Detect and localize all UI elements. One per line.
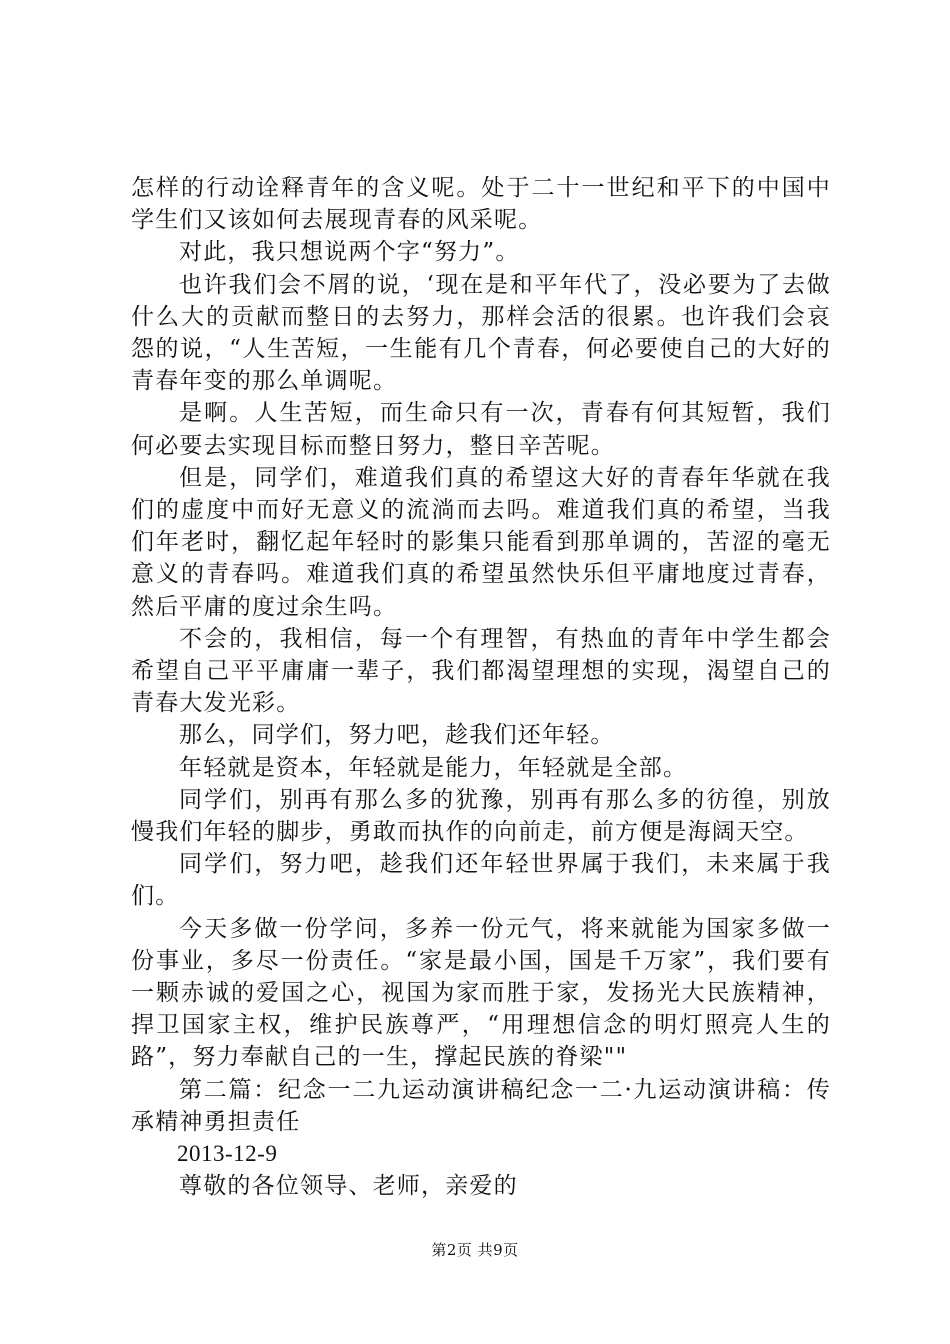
- paragraph: 但是，同学们，难道我们真的希望这大好的青春年华就在我们的虚度中而好无意义的流淌而去吗。难道我们真的希望，当我们年老时，翻忆起年轻时的影集只能看到那单调的，苦涩的毫无意义的青春吗。难道我们真的希望虽然快乐但平庸地度过青春，然后平庸的度过余生吗。: [131, 464, 831, 620]
- paragraph: 怎样的行动诠释青年的含义呢。处于二十一世纪和平下的中国中学生们又该如何去展现青春的风采呢。: [131, 175, 831, 234]
- paragraph: 同学们，努力吧，趁我们还年轻世界属于我们，未来属于我们。: [131, 851, 831, 910]
- paragraph: 是啊。人生苦短，而生命只有一次，青春有何其短暂，我们何必要去实现目标而整日努力，整日辛苦呢。: [131, 400, 831, 459]
- paragraph: 年轻就是资本，年轻就是能力，年轻就是全部。: [179, 754, 688, 781]
- page-number-footer: 第2页 共9页: [431, 1241, 519, 1259]
- paragraph: 对此，我只想说两个字“努力”。: [179, 239, 520, 266]
- salutation: 尊敬的各位领导、老师，亲爱的: [179, 1173, 518, 1200]
- paragraph: 不会的，我相信，每一个有理智，有热血的青年中学生都会希望自己平平庸庸一辈子，我们都渴望理想的实现，渴望自己的青春大发光彩。: [131, 625, 831, 717]
- paragraph: 也许我们会不屑的说，‘现在是和平年代了，没必要为了去做什么大的贡献而整日的去努力，那样会活的很累。也许我们会哀怨的说，“人生苦短，一生能有几个青春，何必要使自己的大好的青春年变的那么单调呢。: [131, 271, 831, 395]
- paragraph: 那么，同学们，努力吧，趁我们还年轻。: [179, 722, 615, 749]
- paragraph: 今天多做一份学问，多养一份元气，将来就能为国家多做一份事业，多尽一份责任。“家是最小国，国是千万家”，我们要有一颗赤诚的爱国之心，视国为家而胜于家，发扬光大民族精神，捍卫国家主权，维护民族尊严，“用理想信念的明灯照亮人生的路”，努力奉献自己的一生，撑起民族的脊梁"": [131, 915, 831, 1071]
- date-line: 2013-12-9: [177, 1141, 278, 1167]
- paragraph: 同学们，别再有那么多的犹豫，别再有那么多的彷徨，别放慢我们年轻的脚步，勇敢而执作的向前走，前方便是海阔天空。: [131, 786, 831, 846]
- document-body: [131, 172, 831, 1203]
- section-heading: 第二篇：纪念一二九运动演讲稿纪念一二·九运动演讲稿：传承精神勇担责任: [131, 1076, 831, 1135]
